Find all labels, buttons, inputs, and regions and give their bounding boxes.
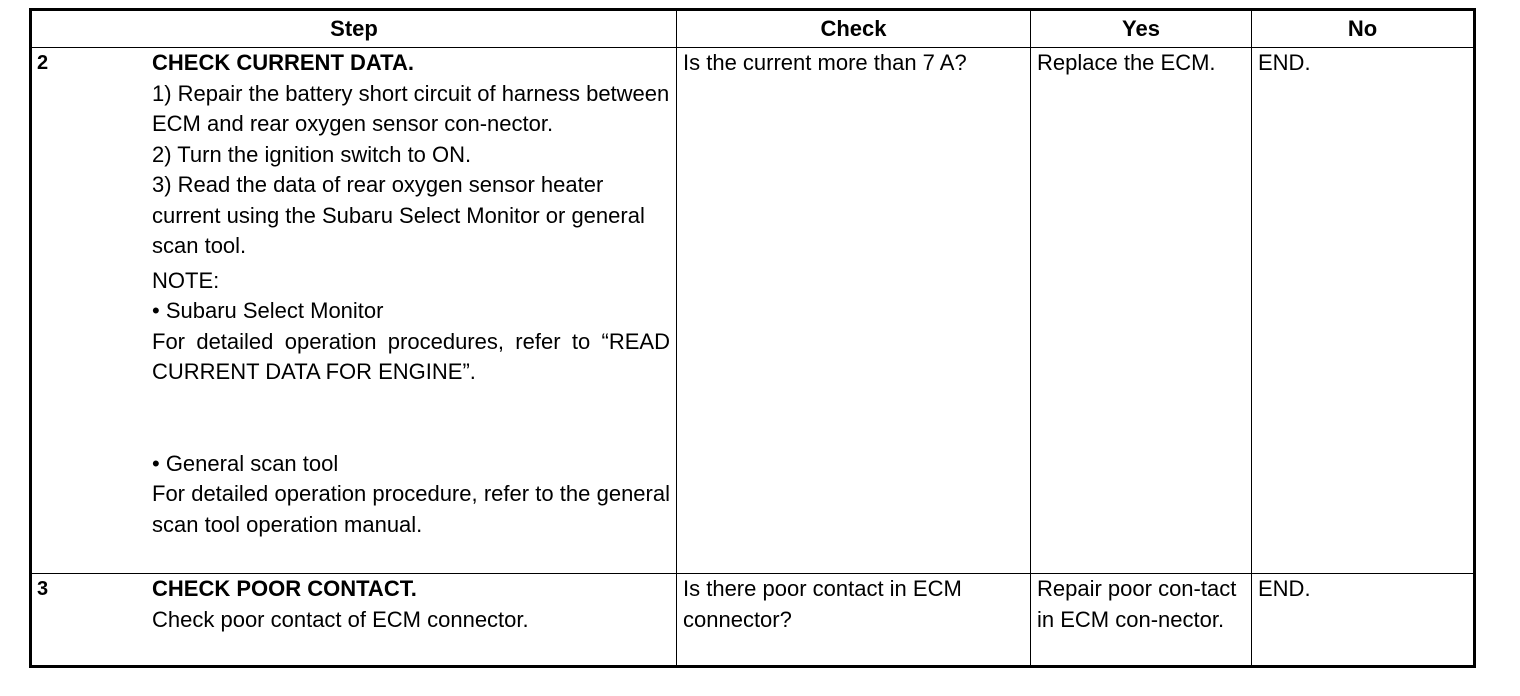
step-number: 3	[37, 578, 49, 600]
table-row	[31, 574, 1475, 667]
step-instruction: 1) Repair the battery short circuit of harness between ECM and rear oxygen sensor con-nector.	[152, 80, 670, 136]
no-text: END.	[1258, 576, 1311, 601]
header-yes: Yes	[1031, 10, 1252, 48]
table-row	[31, 48, 1475, 574]
note-item-text: For detailed operation procedure, refer to the general scan tool operation manual.	[152, 481, 670, 537]
yes-cell	[1031, 48, 1252, 574]
no-cell	[1252, 574, 1475, 667]
step-cell	[31, 48, 677, 574]
diagnostic-table	[29, 8, 1476, 668]
header-no: No	[1252, 10, 1475, 48]
check-cell	[677, 48, 1031, 574]
no-text: END.	[1258, 50, 1311, 75]
step-number: 2	[37, 52, 49, 74]
step-instruction: Check poor contact of ECM connector.	[152, 606, 529, 632]
yes-cell	[1031, 574, 1252, 667]
step-instruction: 2) Turn the ignition switch to ON.	[152, 141, 472, 167]
check-text: Is the current more than 7 A?	[683, 50, 967, 75]
check-text: Is there poor contact in ECM connector?	[683, 576, 962, 632]
header-step: Step	[31, 10, 677, 48]
yes-text: Repair poor con-tact in ECM con-nector.	[1037, 576, 1237, 632]
yes-text: Replace the ECM.	[1037, 50, 1216, 75]
note-item-text: For detailed operation procedures, refer to “READ CURRENT DATA FOR ENGINE”.	[152, 328, 670, 384]
header-row	[31, 10, 1475, 48]
note-label: NOTE:	[152, 267, 220, 293]
note-item-label: • General scan tool	[152, 450, 339, 476]
step-title: CHECK POOR CONTACT.	[152, 576, 417, 601]
no-cell	[1252, 48, 1475, 574]
step-cell	[31, 574, 677, 667]
step-title: CHECK CURRENT DATA.	[152, 50, 414, 75]
note-item-label: • Subaru Select Monitor	[152, 298, 384, 323]
step-instruction: 3) Read the data of rear oxygen sensor heater current using the Subaru Select Monitor or general scan tool.	[152, 172, 645, 258]
check-cell	[677, 574, 1031, 667]
header-check: Check	[677, 10, 1031, 48]
